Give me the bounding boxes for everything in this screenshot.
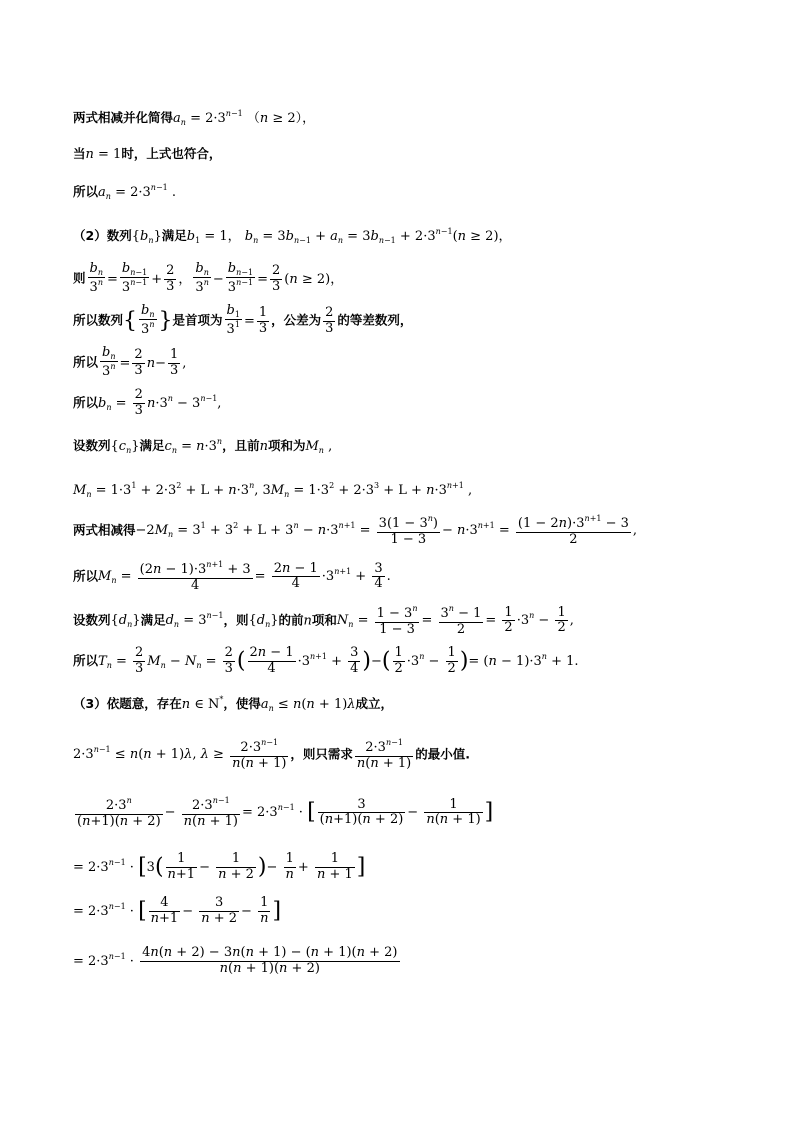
line-6: 所以数列{ $\frac{b_n}{3^n}$ }是首项为 $\frac{b_1}{3^1}$ = $\frac{1}{3}$ ，公差为 $\frac{2}{3}$ 的等差数列， — [73, 303, 413, 338]
text: 满足 — [140, 612, 166, 628]
text: 所以 — [73, 394, 99, 410]
text: 项和 — [311, 612, 337, 628]
text: 所以 — [73, 652, 99, 668]
text: 项和为 — [267, 438, 306, 453]
text: 设数列 — [73, 438, 111, 453]
text: （2）数列 — [73, 228, 132, 243]
line-10: $M_n = 1\cdot 3^1 + 2\cdot 3^2 + L + n\cdot 3^n$, $3M_n = 1\cdot 3^2 + 2\cdot 3^3 + L + n\cdot 3^{n+1}$ , — [73, 481, 473, 499]
text: ，使得 — [223, 696, 261, 711]
text: ，且前 — [222, 438, 260, 453]
line-7: 所以 $\frac{b_n}{3^n}$ = $\frac{2}{3}$ n− $\frac{1}{3}$ , — [73, 345, 187, 380]
line-15: （3）依题意，存在n ∈ N*，使得$a_n \le n(n + 1)\lambda$成立， — [73, 695, 394, 713]
text: 满足 — [139, 438, 165, 453]
text: 所以 — [73, 568, 99, 584]
line-19: = $2\cdot 3^{n-1}$ · [ $\frac{4}{n+1}$ − $\frac{3}{n + 2}$ − $\frac{1}{n}$ ] — [73, 895, 282, 926]
text: 当 — [73, 146, 86, 161]
line-4: （2）数列$\{b_n\}$满足$b_1 = 1$， $b_n = 3b_{n-1} + a_n = 3b_{n-1} + 2\cdot 3^{n-1}(n \ge 2)$， — [73, 227, 512, 245]
line-16: $2\cdot 3^{n-1} \le n(n + 1)\lambda$, λ ≥ $\frac{2\cdot 3^{n-1}}{n(n + 1)}$ ，则只需求 $\frac{2\cdot 3^{n-1}}{n(n + 1)}$ 的最小值. — [73, 738, 470, 771]
line-3: 所以$a_n = 2\cdot 3^{n-1}$ . — [73, 183, 176, 201]
text: 则 — [73, 270, 86, 286]
text: 成立， — [355, 696, 394, 711]
line-11: 两式相减得$-2M_n = 3^1 + 3^2 + L + 3^n - n\cdot 3^{n+1}$ = $\frac{3(1 - 3^n)}{1 - 3}$ − $n\cdot 3^{n+1}$ = $\frac{(1 - 2n)\cdot 3^{n+1} - 3}{2}$ , — [73, 514, 638, 547]
line-5: 则 $\frac{b_n}{3^n}$ = $\frac{b_{n-1}}{3^{n-1}}$ + $\frac{2}{3}$ ， $\frac{b_n}{3^n}$ − $\frac{b_{n-1}}{3^{n-1}}$ = $\frac{2}{3}$ (n ≥ 2)， — [73, 261, 344, 296]
line-12: 所以$M_n$ = $\frac{(2n - 1)\cdot 3^{n+1} + 3}{4}$ = $\frac{2n - 1}{4}$ $\cdot 3^{n+1}$ + $\frac{3}{4}$ . — [73, 560, 391, 593]
text: ，则只需求 — [290, 746, 353, 762]
text: 的最小值. — [415, 746, 470, 762]
text: 两式相减并化简得 — [73, 110, 174, 125]
line-20: = $2\cdot 3^{n-1}$ · $\frac{4n(n + 2) - 3n(n + 1) - (n + 1)(n + 2)}{n(n + 1)(n + 2)}$ — [73, 945, 398, 976]
text: 两式相减得 — [73, 522, 136, 538]
line-14: 所以$T_n$ = $\frac{2}{3}$ $M_n - N_n$ = $\frac{2}{3}$ ( $\frac{2n - 1}{4}$ $\cdot 3^{n+1}$ + $\frac{3}{4}$ )−( $\frac{1}{2}$ $\cdot 3^n$ − $\frac{1}{2}$ )= $(n - 1)\cdot 3^n + 1$. — [73, 645, 579, 676]
line-1: 两式相减并化简得$a_n = 2\cdot 3^{n-1}$ （n ≥ 2）， — [73, 109, 316, 127]
text: 设数列 — [73, 612, 111, 628]
text: 是首项为 — [172, 312, 223, 328]
text: 时，上式也符合， — [121, 146, 222, 161]
text: ，公差为 — [271, 312, 322, 328]
text: ，则 — [223, 612, 249, 628]
text: 所以 — [73, 354, 99, 370]
line-13: 设数列$\{d_n\}$满足$d_n = 3^{n-1}$，则$\{d_n\}$的前n项和$N_n$ = $\frac{1 - 3^n}{1 - 3}$ = $\frac{3^n - 1}{2}$ = $\frac{1}{2}$ $\cdot 3^n$ − $\frac{1}{2}$ , — [73, 604, 574, 637]
text: 满足 — [161, 228, 187, 243]
line-8: 所以$b_n$ = $\frac{2}{3}$ $n\cdot 3^n - 3^{n-1}$, — [73, 387, 222, 418]
line-9: 设数列$\{c_n\}$满足$c_n = n\cdot 3^n$，且前n项和为$M_n$ , — [73, 437, 333, 455]
text: 的前 — [278, 612, 304, 628]
text: 所以 — [73, 184, 99, 199]
line-17: $\frac{2\cdot 3^n}{(n+1)(n + 2)}$ − $\frac{2\cdot 3^{n-1}}{n(n + 1)}$ = $2\cdot 3^{n-1}$ · [ $\frac{3}{(n+1)(n + 2)}$ − $\frac{1}{n(n + 1)}$ ] — [77, 796, 494, 829]
line-2: 当n = 1时，上式也符合， — [73, 146, 222, 162]
text: 所以数列 — [73, 312, 124, 328]
line-18: = $2\cdot 3^{n-1} \cdot [3$( $\frac{1}{n+1}$ − $\frac{1}{n + 2}$ )− $\frac{1}{n}$ + $\frac{1}{n + 1}$ ] — [73, 851, 366, 882]
text: 的等差数列， — [337, 312, 413, 328]
text: （3）依题意，存在 — [73, 696, 182, 711]
